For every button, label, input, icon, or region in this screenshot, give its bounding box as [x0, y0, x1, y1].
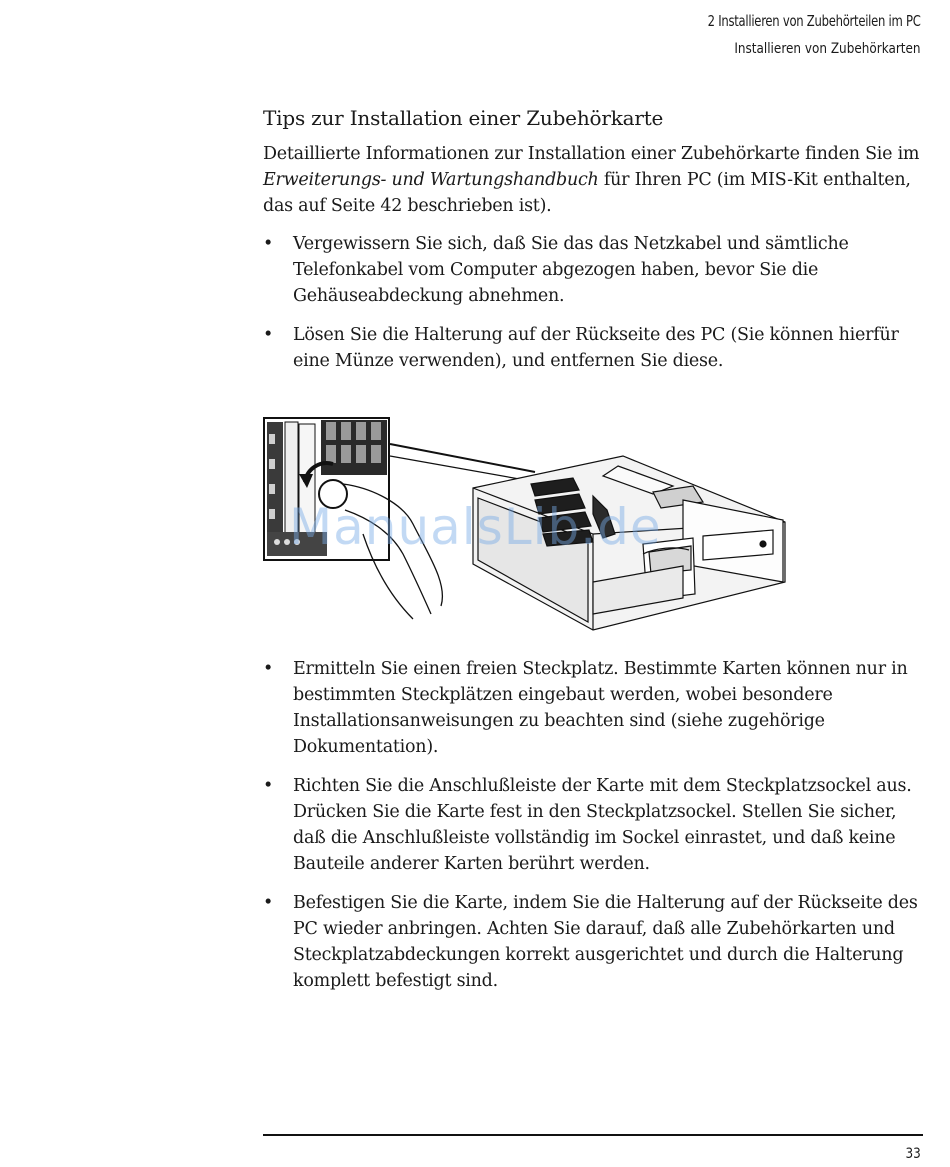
intro-text-2: für Ihren PC (im MIS-Kit enthalten, das auf Seite 42 beschrieben ist). — [263, 170, 911, 216]
list-item — [263, 322, 923, 374]
list-item — [263, 231, 923, 309]
watermark: ManualsLib.de — [289, 498, 662, 556]
bullet-icon: • — [263, 893, 274, 913]
list-item — [263, 773, 923, 877]
list-item — [263, 890, 923, 994]
bullet-icon: • — [263, 776, 274, 796]
list-item — [263, 656, 923, 760]
running-header-chapter: 2 Installieren von Zubehörteilen im PC — [708, 12, 921, 30]
page-number: 33 — [905, 1146, 921, 1162]
bullet-icon: • — [263, 325, 274, 345]
list-item-text: Befestigen Sie die Karte, indem Sie die Halterung auf der Rückseite des PC wieder anbringen. Achten Sie darauf, daß alle Zubehörkarten und Steckplatzabdeckungen korrekt ausgerichtet und durch die Halterung komplett befestigt sind. — [293, 893, 918, 991]
section-title: Tips zur Installation einer Zubehörkarte — [263, 106, 664, 130]
list-item-text: Vergewissern Sie sich, daß Sie das das Netzkabel und sämtliche Telefonkabel vom Computer abgezogen haben, bevor Sie die Gehäuseabdeckung abnehmen. — [293, 234, 849, 306]
list-item-text: Lösen Sie die Halterung auf der Rückseite des PC (Sie können hierfür eine Münze verwenden), und entfernen Sie diese. — [293, 325, 899, 371]
manual-title: Erweiterungs- und Wartungshandbuch — [263, 170, 599, 190]
bullet-icon: • — [263, 659, 274, 679]
list-item-text: Richten Sie die Anschlußleiste der Karte mit dem Steckplatzsockel aus. Drücken Sie die Karte fest in den Steckplatzsockel. Stellen Sie sicher, daß die Anschlußleiste vollständig im Sockel einrastet, und daß keine Bauteile anderer Karten berührt werden. — [293, 776, 912, 874]
footer-divider — [263, 1134, 923, 1136]
instruction-list — [263, 656, 923, 1007]
intro-text-1: Detaillierte Informationen zur Installation einer Zubehörkarte finden Sie im — [263, 144, 920, 164]
list-item-text: Ermitteln Sie einen freien Steckplatz. Bestimmte Karten können nur in bestimmten Steckplätzen eingebaut werden, wobei besondere Installationsanweisungen zu beachten sind (siehe zugehörige Dokumentation). — [293, 659, 908, 757]
running-header-section: Installieren von Zubehörkarten — [734, 41, 921, 57]
main-content — [263, 106, 923, 387]
intro-paragraph — [263, 141, 923, 219]
bullet-icon: • — [263, 234, 274, 254]
